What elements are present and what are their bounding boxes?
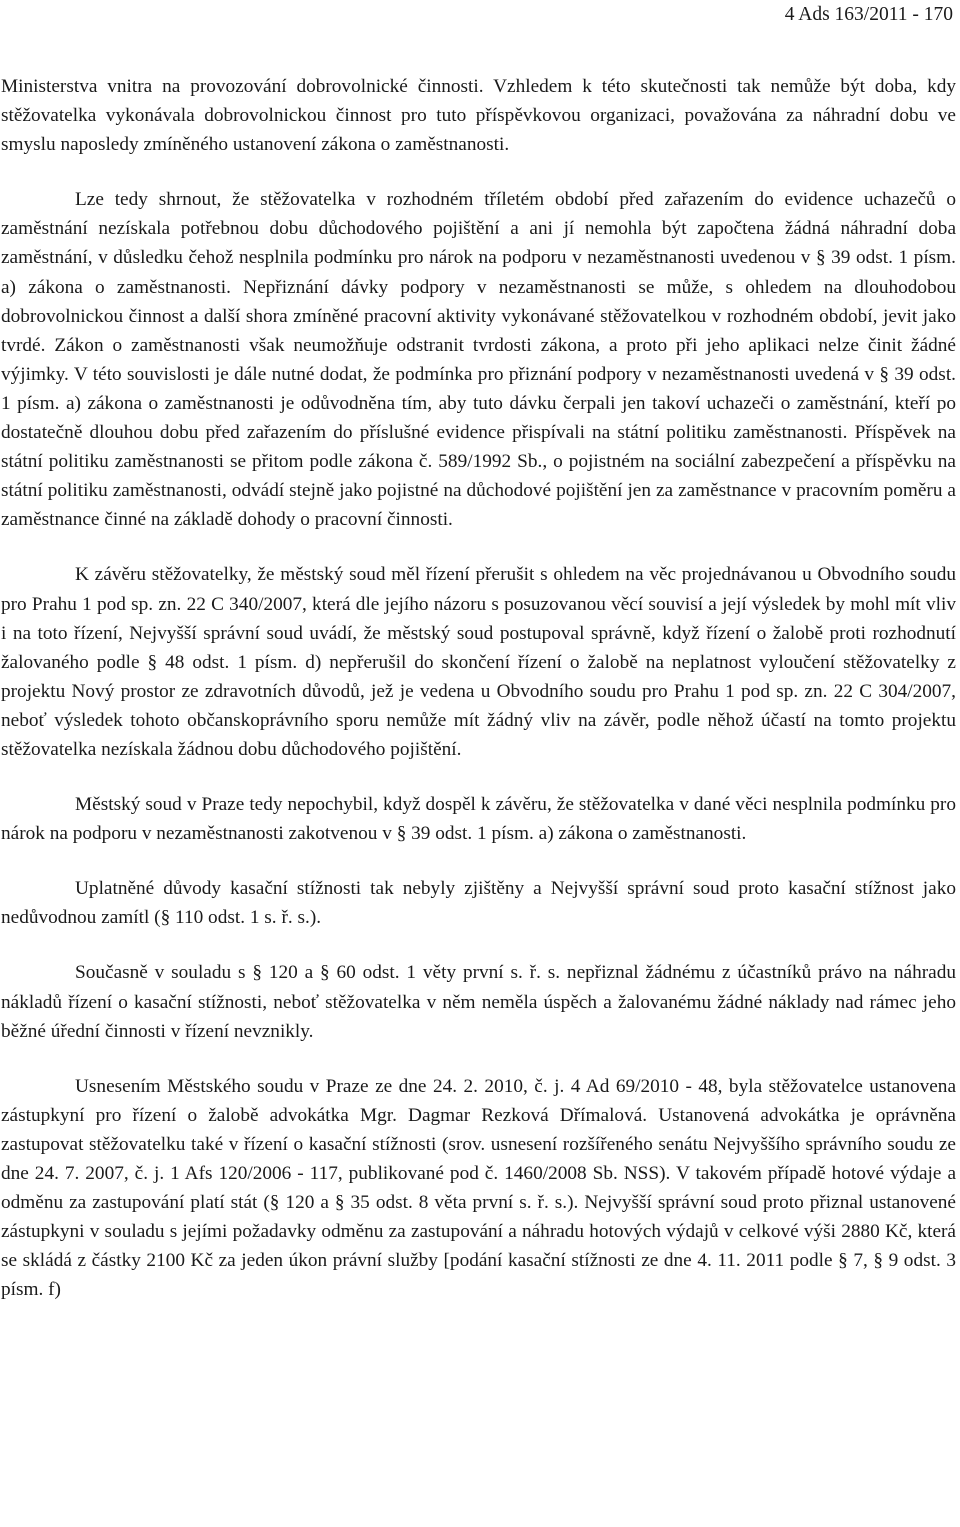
paragraph-4: Městský soud v Praze tedy nepochybil, když dospěl k závěru, že stěžovatelka v dané věci nesplnila podmínku pro nárok na podporu v nezaměstnanosti zakotvenou v § 39 odst. 1 písm. a) zákona o zaměstnanosti.	[1, 794, 956, 845]
page-reference: 4 Ads 163/2011 - 170	[784, 4, 953, 25]
paragraph-7: Usnesením Městského soudu v Praze ze dne 24. 2. 2010, č. j. 4 Ad 69/2010 - 48, byla stěžovatelce ustanovena zástupkyní pro řízení o žalobě advokátka Mgr. Dagmar Rezková Dřímalová. Ustanovená advokátka je oprávněna zastupovat stěžovatelku také v řízení o kasační stížnosti (srov. usnesení rozšířeného senátu Nejvyššího správního soudu ze dne 24. 7. 2007, č. j. 1 Afs 120/2006 - 117, publikované pod č. 1460/2008 Sb. NSS). V takovém případě hotové výdaje a odměnu za zastupování platí stát (§ 120 a § 35 odst. 8 věta první s. ř. s.). Nejvyšší správní soud proto přiznal ustanovené zástupkyni v souladu s jejími požadavky odměnu za zastupování a náhradu hotových výdajů v celkové výši 2880 Kč, která se skládá z částky 2100 Kč za jeden úkon právní služby [podání kasační stížnosti ze dne 4. 11. 2011 podle § 7, § 9 odst. 3 písm. f)	[1, 1075, 956, 1301]
document-body	[1, 72, 956, 1330]
paragraph-1: Ministerstva vnitra na provozování dobrovolnické činnosti. Vzhledem k této skutečnosti tak nemůže být doba, kdy stěžovatelka vykonávala dobrovolnickou činnost pro tuto příspěvkovou organizaci, považována za náhradní dobu ve smyslu naposledy zmíněného ustanovení zákona o zaměstnanosti.	[1, 76, 956, 156]
paragraph-3: K závěru stěžovatelky, že městský soud měl řízení přerušit s ohledem na věc projednávanou u Obvodního soudu pro Prahu 1 pod sp. zn. 22 C 340/2007, která dle jejího názoru s posuzovanou věcí souvisí a její výsledek by mohl mít vliv i na toto řízení, Nejvyšší správní soud uvádí, že městský soud postupoval správně, když řízení o žalobě proti rozhodnutí žalovaného podle § 48 odst. 1 písm. d) nepřerušil do skončení řízení o žalobě na neplatnost vyloučení stěžovatelky z projektu Nový prostor ze zdravotních důvodů, jež je vedena u Obvodního soudu pro Prahu 1 pod sp. zn. 22 C 304/2007, neboť výsledek tohoto občanskoprávního sporu nemůže mít žádný vliv na závěr, podle něhož účastí na tomto projektu stěžovatelka nezískala žádnou dobu důchodového pojištění.	[1, 564, 956, 760]
paragraph-5: Uplatněné důvody kasační stížnosti tak nebyly zjištěny a Nejvyšší správní soud proto kasační stížnost jako nedůvodnou zamítl (§ 110 odst. 1 s. ř. s.).	[1, 878, 956, 929]
paragraph-6: Současně v souladu s § 120 a § 60 odst. 1 věty první s. ř. s. nepřiznal žádnému z účastníků právo na náhradu nákladů řízení o kasační stížnosti, neboť stěžovatelka v něm neměla úspěch a žalovanému žádné náklady nad rámec jeho běžné úřední činnosti v řízení nevznikly.	[1, 962, 956, 1042]
paragraph-2: Lze tedy shrnout, že stěžovatelka v rozhodném tříletém období před zařazením do evidence uchazečů o zaměstnání nezískala potřebnou dobu důchodového pojištění a ani jí nemohla být započtena žádná náhradní doba zaměstnání, v důsledku čehož nesplnila podmínku pro nárok na podporu v nezaměstnanosti uvedenou v § 39 odst. 1 písm. a) zákona o zaměstnanosti. Nepřiznání dávky podpory v nezaměstnanosti se může, s ohledem na dlouhodobou dobrovolnickou činnost a další shora zmíněné pracovní aktivity vykonávané stěžovatelkou v rozhodném období, jevit jako tvrdé. Zákon o zaměstnanosti však neumožňuje odstranit tvrdosti zákona, a proto při jeho aplikaci nelze činit žádné výjimky. V této souvislosti je dále nutné dodat, že podmínka pro přiznání podpory v nezaměstnanosti uvedená v § 39 odst. 1 písm. a) zákona o zaměstnanosti je odůvodněna tím, aby tuto dávku čerpali jen takoví uchazeči o zaměstnání, kteří po dostatečně dlouhou dobu před zařazením do příslušné evidence přispívali na státní politiku zaměstnanosti. Příspěvek na státní politiku zaměstnanosti se přitom podle zákona č. 589/1992 Sb., o pojistném na sociální zabezpečení a příspěvku na státní politiku zaměstnanosti, odvádí stejně jako pojistné na důchodové pojištění jen za zaměstnance v pracovním poměru a zaměstnance činné na základě dohody o pracovní činnosti.	[1, 189, 956, 531]
